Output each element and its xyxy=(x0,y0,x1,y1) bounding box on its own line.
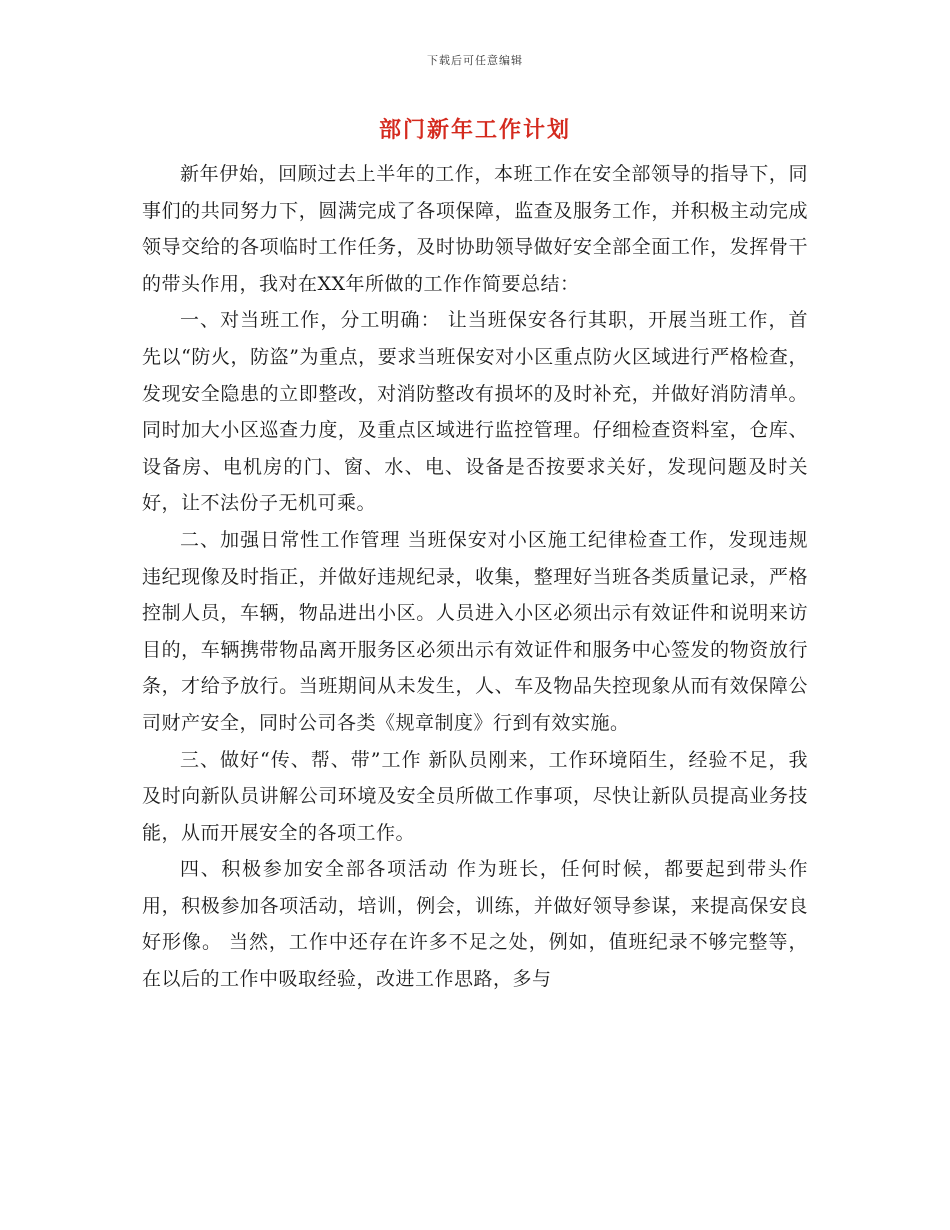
paragraph-intro: 新年伊始，回顾过去上半年的工作，本班工作在安全部领导的指导下，同事们的共同努力下，圆满完成了各项保障，监查及服务工作，并积极主动完成领导交给的各项临时工作任务，及时协助领导做好安全部全面工作，发挥骨干的带头作用，我对在XX年所做的工作作简要总结： xyxy=(142,163,808,295)
document-body xyxy=(142,156,808,998)
paragraph-section-2: 二、加强日常性工作管理 当班保安对小区施工纪律检查工作，发现违规违纪现像及时指正，并做好违规纪录，收集，整理好当班各类质量记录，严格控制人员，车辆，物品进出小区。人员进入小区必须出示有效证件和说明来访目的，车辆携带物品离开服务区必须出示有效证件和服务中心签发的物资放行条，才给予放行。当班期间从未发生，人、车及物品失控现象从而有效保障公司财产安全，同时公司各类《规章制度》行到有效实施。 xyxy=(142,528,808,734)
document-title: 部门新年工作计划 xyxy=(378,118,571,143)
paragraph-section-1: 一、对当班工作，分工明确： 让当班保安各行其职，开展当班工作，首先以“防火，防盗”为重点，要求当班保安对小区重点防火区域进行严格检查，发现安全隐患的立即整改，对消防整改有损坏的及时补充，并做好消防清单。同时加大小区巡查力度，及重点区域进行监控管理。仔细检查资料室，仓库、设备房、电机房的门、窗、水、电、设备是否按要求关好，发现问题及时关好，让不法份子无机可乘。 xyxy=(142,309,808,515)
paragraph-section-3: 三、做好“传、帮、带”工作 新队员刚来，工作环境陌生，经验不足，我及时向新队员讲解公司环境及安全员所做工作事项，尽快让新队员提高业务技能，从而开展安全的各项工作。 xyxy=(142,748,808,844)
header-note: 下载后可任意编辑 xyxy=(427,54,523,67)
paragraph-section-4: 四、积极参加安全部各项活动 作为班长，任何时候，都要起到带头作用，积极参加各项活动，培训，例会，训练，并做好领导参谋，来提高保安良好形像。 当然，工作中还存在许多不足之处，例如，值班纪录不够完整等，在以后的工作中吸取经验，改进工作思路，多与 xyxy=(142,858,808,991)
